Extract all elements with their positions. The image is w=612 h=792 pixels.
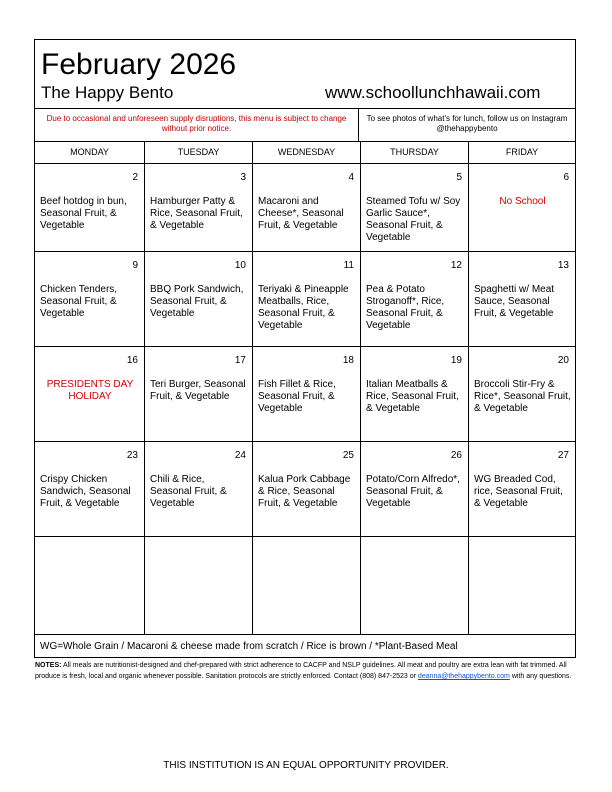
- legend: WG=Whole Grain / Macaroni & cheese made from scratch / Rice is brown / *Plant-Based Meal: [40, 641, 458, 652]
- no-school-notice: No School: [499, 196, 546, 207]
- week-row: [35, 537, 575, 635]
- day-cell-friday: [469, 537, 575, 634]
- menu-item: Potato/Corn Alfredo*, Seasonal Fruit, & Vegetable: [366, 474, 460, 509]
- supply-disclaimer: Due to occasional and unforeseen supply disruptions, this menu is subject to change without prior notice.: [35, 109, 359, 141]
- date-number: 11: [343, 260, 354, 271]
- menu-item: Italian Meatballs & Rice, Seasonal Fruit, & Vegetable: [366, 379, 459, 414]
- day-cell-monday: [35, 347, 145, 441]
- page-title: February 2026: [41, 48, 237, 81]
- menu-item: Kalua Pork Cabbage & Rice, Seasonal Fruit, & Vegetable: [258, 474, 351, 509]
- day-cell-tuesday: [145, 252, 253, 346]
- menu-item: WG Breaded Cod, rice, Seasonal Fruit, & Vegetable: [474, 474, 563, 509]
- date-number: 10: [234, 260, 246, 271]
- date-number: 27: [557, 450, 569, 461]
- date-number: 16: [126, 355, 138, 366]
- menu-item: Chili & Rice, Seasonal Fruit, & Vegetable: [150, 474, 227, 509]
- website-url[interactable]: www.schoollunchhawaii.com: [325, 83, 541, 102]
- day-cell-wednesday: [253, 252, 361, 346]
- day-cell-wednesday: [253, 164, 361, 251]
- date-number: 4: [348, 172, 354, 183]
- menu-frame: [34, 39, 576, 658]
- menu-item: Broccoli Stir-Fry & Rice*, Seasonal Fruit, & Vegetable: [474, 379, 571, 414]
- menu-item: Teri Burger, Seasonal Fruit, & Vegetable: [150, 379, 246, 402]
- day-wednesday: WEDNESDAY: [253, 142, 361, 163]
- menu-item: Hamburger Patty & Rice, Seasonal Fruit, & Vegetable: [150, 196, 243, 231]
- date-number: 2: [132, 172, 138, 183]
- menu-item: Crispy Chicken Sandwich, Seasonal Fruit, & Vegetable: [40, 474, 131, 509]
- contact-email-link[interactable]: deanna@thehappybento.com: [417, 673, 510, 680]
- day-cell-tuesday: [145, 537, 253, 634]
- date-number: 25: [342, 450, 354, 461]
- date-number: 9: [132, 260, 138, 271]
- date-number: 19: [450, 355, 462, 366]
- day-friday: FRIDAY: [505, 147, 539, 157]
- day-cell-monday: [35, 442, 145, 536]
- day-cell-thursday: [361, 164, 469, 251]
- day-cell-thursday: [361, 537, 469, 634]
- date-number: 26: [450, 450, 462, 461]
- day-cell-monday: [35, 537, 145, 634]
- menu-item: Spaghetti w/ Meat Sauce, Seasonal Fruit, & Vegetable: [474, 284, 555, 319]
- instagram-note: To see photos of what's for lunch, follow us on Instagram @thehappybento: [366, 114, 568, 133]
- menu-item: Pea & Potato Stroganoff*, Rice, Seasonal Fruit, & Vegetable: [366, 284, 445, 331]
- menu-item: Chicken Tenders, Seasonal Fruit, & Vegetable: [40, 284, 118, 319]
- date-number: 5: [456, 172, 462, 183]
- notes-label: NOTES:: [35, 662, 62, 669]
- equal-opportunity-footer: THIS INSTITUTION IS AN EQUAL OPPORTUNITY PROVIDER.: [163, 760, 449, 771]
- menu-item: BBQ Pork Sandwich, Seasonal Fruit, & Vegetable: [150, 284, 244, 319]
- date-number: 20: [557, 355, 569, 366]
- date-number: 13: [557, 260, 569, 271]
- date-number: 6: [563, 172, 569, 183]
- day-cell-thursday: [361, 347, 469, 441]
- day-monday: MONDAY: [35, 142, 145, 163]
- menu-item: Beef hotdog in bun, Seasonal Fruit, & Vegetable: [40, 196, 127, 231]
- day-cell-monday: [35, 164, 145, 251]
- date-number: 17: [234, 355, 246, 366]
- day-cell-tuesday: [145, 164, 253, 251]
- menu-item: Macaroni and Cheese*, Seasonal Fruit, & Vegetable: [258, 196, 344, 231]
- menu-item: Teriyaki & Pineapple Meatballs, Rice, Seasonal Fruit, & Vegetable: [258, 284, 349, 331]
- day-thursday: THURSDAY: [361, 142, 469, 163]
- menu-item: Steamed Tofu w/ Soy Garlic Sauce*, Seasonal Fruit, & Vegetable: [366, 196, 461, 243]
- week-row: [35, 252, 575, 347]
- day-cell-tuesday: [145, 347, 253, 441]
- notes-tail: with any questions.: [511, 673, 572, 680]
- day-cell-wednesday: [253, 537, 361, 634]
- day-cell-monday: [35, 252, 145, 346]
- week-row: [35, 442, 575, 537]
- date-number: 18: [342, 355, 354, 366]
- menu-item: Fish Fillet & Rice, Seasonal Fruit, & Vegetable: [258, 379, 336, 414]
- week-row: [35, 347, 575, 442]
- day-cell-friday: [469, 252, 575, 346]
- company-name: The Happy Bento: [41, 83, 174, 102]
- week-row: [35, 164, 575, 252]
- date-number: 24: [234, 450, 246, 461]
- weekday-header: [35, 142, 575, 164]
- date-number: 12: [450, 260, 462, 271]
- day-cell-wednesday: [253, 347, 361, 441]
- date-number: 3: [240, 172, 246, 183]
- day-tuesday: TUESDAY: [145, 142, 253, 163]
- date-number: 23: [126, 450, 138, 461]
- day-cell-friday: [469, 442, 575, 536]
- notes-text: All meals are nutritionist-designed and chef-prepared with strict adherence to CACFP and NSLP guidelines. All meat and poultry are extra lean with fat trimmed. All produce is fresh, local and organic whenever possible. Sanitation protocols are strictly enforced. Contact (808) 847-2523 or: [35, 662, 567, 680]
- day-cell-friday: [469, 164, 575, 251]
- no-school-notice: PRESIDENTS DAY HOLIDAY: [46, 379, 134, 402]
- day-cell-tuesday: [145, 442, 253, 536]
- day-cell-wednesday: [253, 442, 361, 536]
- day-cell-thursday: [361, 252, 469, 346]
- day-cell-friday: [469, 347, 575, 441]
- day-cell-thursday: [361, 442, 469, 536]
- notes: [35, 660, 577, 682]
- notice-row: [35, 108, 575, 142]
